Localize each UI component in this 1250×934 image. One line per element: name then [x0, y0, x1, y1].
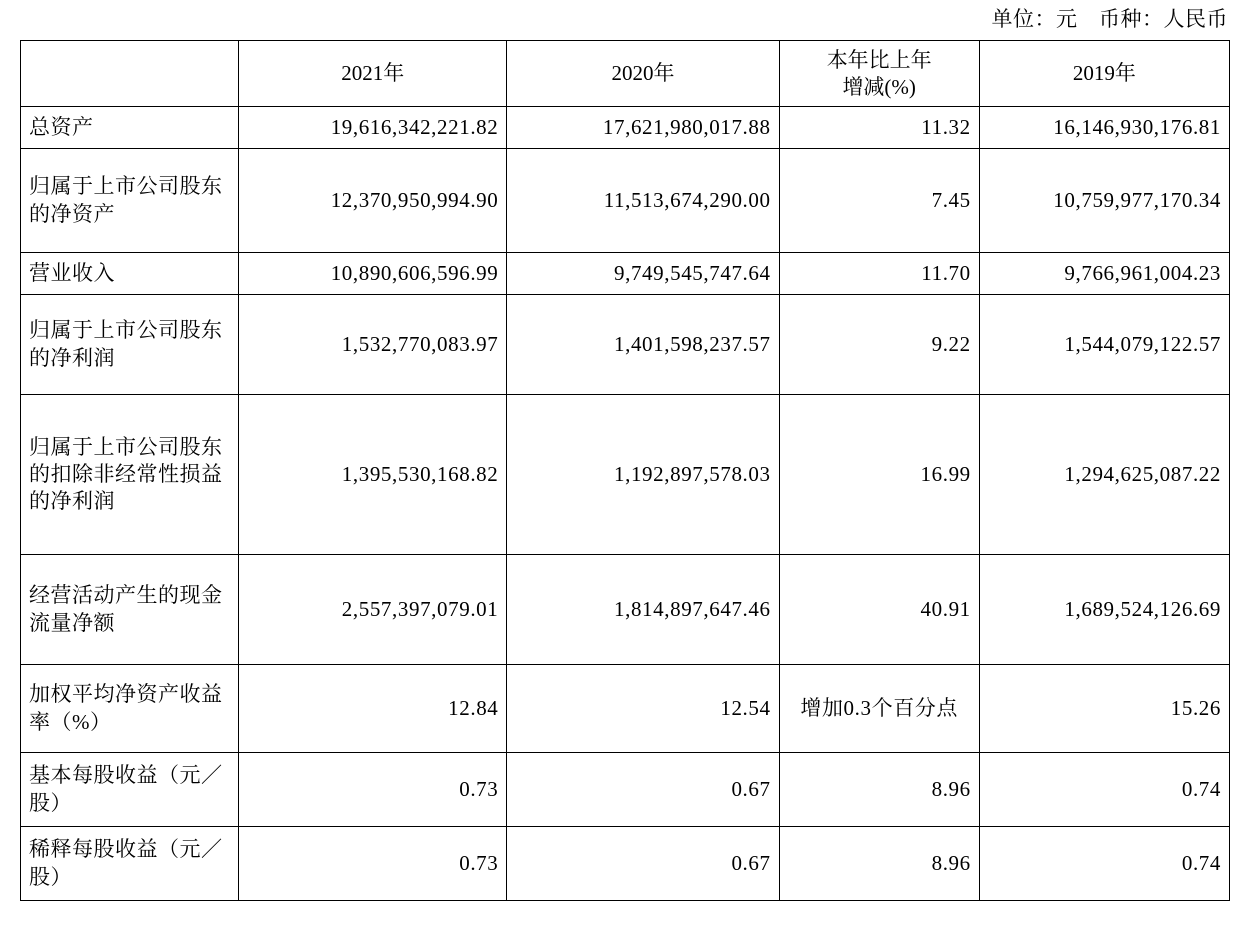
header-change-line1: 本年比上年	[826, 48, 932, 73]
cell-change: 11.32	[779, 107, 979, 149]
cell-2020: 0.67	[507, 827, 779, 901]
cell-2021: 12.84	[239, 665, 507, 753]
header-cell-blank	[21, 41, 239, 107]
cell-2021: 2,557,397,079.01	[239, 555, 507, 665]
cell-2020: 1,401,598,237.57	[507, 295, 779, 395]
table-row	[21, 395, 1230, 555]
cell-2019: 1,544,079,122.57	[979, 295, 1229, 395]
row-label: 营业收入	[21, 253, 239, 295]
cell-2021: 12,370,950,994.90	[239, 149, 507, 253]
row-label: 归属于上市公司股东的净资产	[21, 149, 239, 253]
cell-change: 16.99	[779, 395, 979, 555]
cell-2019: 9,766,961,004.23	[979, 253, 1229, 295]
row-label: 总资产	[21, 107, 239, 149]
cell-2019: 0.74	[979, 753, 1229, 827]
header-cell-2021: 2021年	[239, 41, 507, 107]
table-row	[21, 665, 1230, 753]
header-cell-change	[779, 41, 979, 107]
cell-2021: 1,395,530,168.82	[239, 395, 507, 555]
cell-change: 11.70	[779, 253, 979, 295]
cell-2020: 9,749,545,747.64	[507, 253, 779, 295]
cell-2019: 1,689,524,126.69	[979, 555, 1229, 665]
header-cell-2020: 2020年	[507, 41, 779, 107]
cell-2019: 15.26	[979, 665, 1229, 753]
cell-2020: 12.54	[507, 665, 779, 753]
table-row	[21, 107, 1230, 149]
cell-2020: 1,814,897,647.46	[507, 555, 779, 665]
cell-2019: 16,146,930,176.81	[979, 107, 1229, 149]
table-body	[21, 107, 1230, 901]
row-label: 经营活动产生的现金流量净额	[21, 555, 239, 665]
cell-change: 增加0.3个百分点	[779, 665, 979, 753]
table-row	[21, 295, 1230, 395]
cell-2020: 0.67	[507, 753, 779, 827]
cell-2021: 1,532,770,083.97	[239, 295, 507, 395]
cell-2019: 1,294,625,087.22	[979, 395, 1229, 555]
table-row	[21, 253, 1230, 295]
cell-change: 40.91	[779, 555, 979, 665]
row-label: 基本每股收益（元／股）	[21, 753, 239, 827]
table-row	[21, 555, 1230, 665]
cell-2021: 0.73	[239, 827, 507, 901]
cell-2021: 10,890,606,596.99	[239, 253, 507, 295]
header-change-line2: 增减(%)	[842, 74, 916, 99]
table-header	[21, 41, 1230, 107]
cell-change: 9.22	[779, 295, 979, 395]
table-row	[21, 827, 1230, 901]
financial-summary-table	[20, 40, 1230, 901]
row-label: 归属于上市公司股东的扣除非经常性损益的净利润	[21, 395, 239, 555]
cell-2021: 0.73	[239, 753, 507, 827]
table-header-row	[21, 41, 1230, 107]
cell-2020: 11,513,674,290.00	[507, 149, 779, 253]
cell-2019: 10,759,977,170.34	[979, 149, 1229, 253]
cell-2020: 17,621,980,017.88	[507, 107, 779, 149]
row-label: 稀释每股收益（元／股）	[21, 827, 239, 901]
table-row	[21, 753, 1230, 827]
cell-change: 8.96	[779, 753, 979, 827]
unit-note: 单位：元 币种：人民币	[991, 7, 1228, 31]
header-cell-2019: 2019年	[979, 41, 1229, 107]
row-label: 加权平均净资产收益率（%）	[21, 665, 239, 753]
row-label: 归属于上市公司股东的净利润	[21, 295, 239, 395]
cell-change: 7.45	[779, 149, 979, 253]
cell-change: 8.96	[779, 827, 979, 901]
cell-2020: 1,192,897,578.03	[507, 395, 779, 555]
cell-2021: 19,616,342,221.82	[239, 107, 507, 149]
cell-2019: 0.74	[979, 827, 1229, 901]
table-row	[21, 149, 1230, 253]
